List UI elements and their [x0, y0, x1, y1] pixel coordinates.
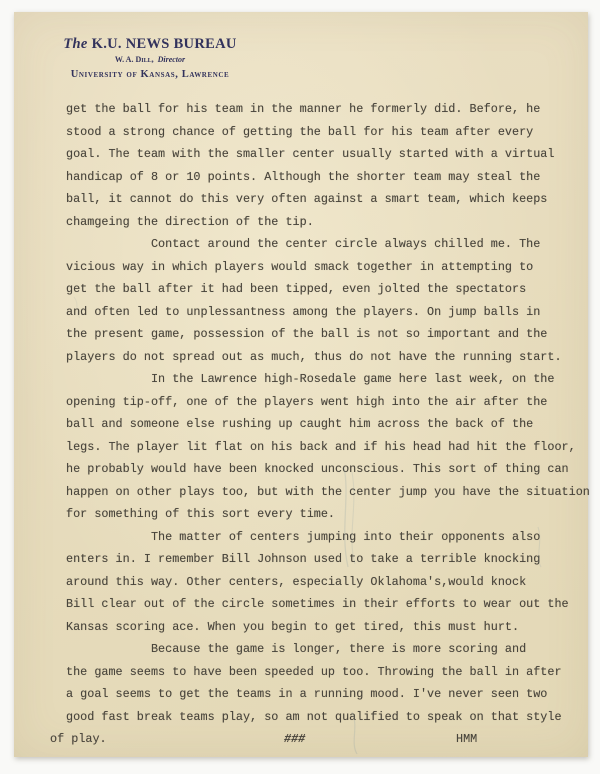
typed-line: In the Lawrence high-Rosedale game here last week, on the [66, 372, 555, 386]
typed-line: ball, it cannot do this very often against a smart team, which keeps [66, 192, 548, 206]
letterhead-title [44, 36, 256, 53]
typed-line: chamgeing the direction of the tip. [66, 214, 314, 229]
typed-line: Bill clear out of the circle sometimes in their efforts to wear out the [66, 597, 569, 611]
typed-line: good fast break teams play, so am not qualified to speak on that style [66, 709, 562, 724]
typed-line: The matter of centers jumping into their opponents also [66, 529, 541, 544]
typed-line: Because the game is longer, there is more scoring and [66, 642, 527, 656]
typed-line: goal. The team with the smaller center usually started with a virtual [66, 147, 555, 161]
letter-paper [14, 12, 588, 757]
typed-line: he probably would have been knocked unconscious. This sort of thing can [66, 462, 569, 476]
typed-line: Contact around the center circle always chilled me. The [66, 237, 541, 251]
director-name: W. A. Dill, [114, 55, 154, 64]
typed-line: players do not spread out as much, thus do not have the running start. [66, 349, 562, 364]
typed-text-body [66, 98, 590, 728]
letterhead [44, 36, 256, 80]
typed-line: the game seems to have been speeded up too. Throwing the ball in after [66, 664, 562, 679]
closing-line [50, 728, 570, 751]
typed-line: legs. The player lit flat on his back and if his head had hit the floor, [66, 439, 576, 454]
typed-line: and often led to unplessantness among the players. On jump balls in [66, 304, 541, 319]
typed-line: ball and someone else rushing up caught him across the back of the [66, 417, 534, 431]
typed-line: get the ball for his team in the manner he formerly did. Before, he [66, 102, 541, 116]
typed-line: vicious way in which players would smack together in attempting to [66, 259, 534, 274]
typed-line: get the ball after it had been tipped, even jolted the spectators [66, 282, 527, 296]
typed-line: handicap of 8 or 10 points. Although the shorter team may steal the [66, 169, 541, 184]
letterhead-the: The [63, 36, 88, 52]
typed-line: for something of this sort every time. [66, 507, 336, 521]
author-initials: HMM [456, 732, 478, 746]
typed-line: enters in. I remember Bill Johnson used to take a terrible knocking [66, 552, 541, 566]
typed-line: a goal seems to get the teams in a running mood. I've never seen two [66, 687, 548, 701]
closing-text: of play. [50, 732, 107, 746]
director-title: Director [157, 55, 186, 64]
typed-line: the present game, possession of the ball is not so important and the [66, 327, 548, 341]
letterhead-institution: University of Kansas, Lawrence [70, 69, 230, 80]
end-marks: ### [284, 732, 306, 746]
typed-line: Kansas scoring ace. When you begin to get tired, this must hurt. [66, 619, 520, 634]
letterhead-name: K.U. NEWS BUREAU [91, 36, 237, 52]
typed-line: happen on other plays too, but with the center jump you have the situation [66, 484, 590, 499]
letterhead-director-line [44, 55, 256, 64]
typed-line: around this way. Other centers, especially Oklahoma's,would knock [66, 574, 527, 589]
typed-line: stood a strong chance of getting the ball for his team after every [66, 124, 534, 139]
typed-line: opening tip-off, one of the players went high into the air after the [66, 394, 548, 409]
